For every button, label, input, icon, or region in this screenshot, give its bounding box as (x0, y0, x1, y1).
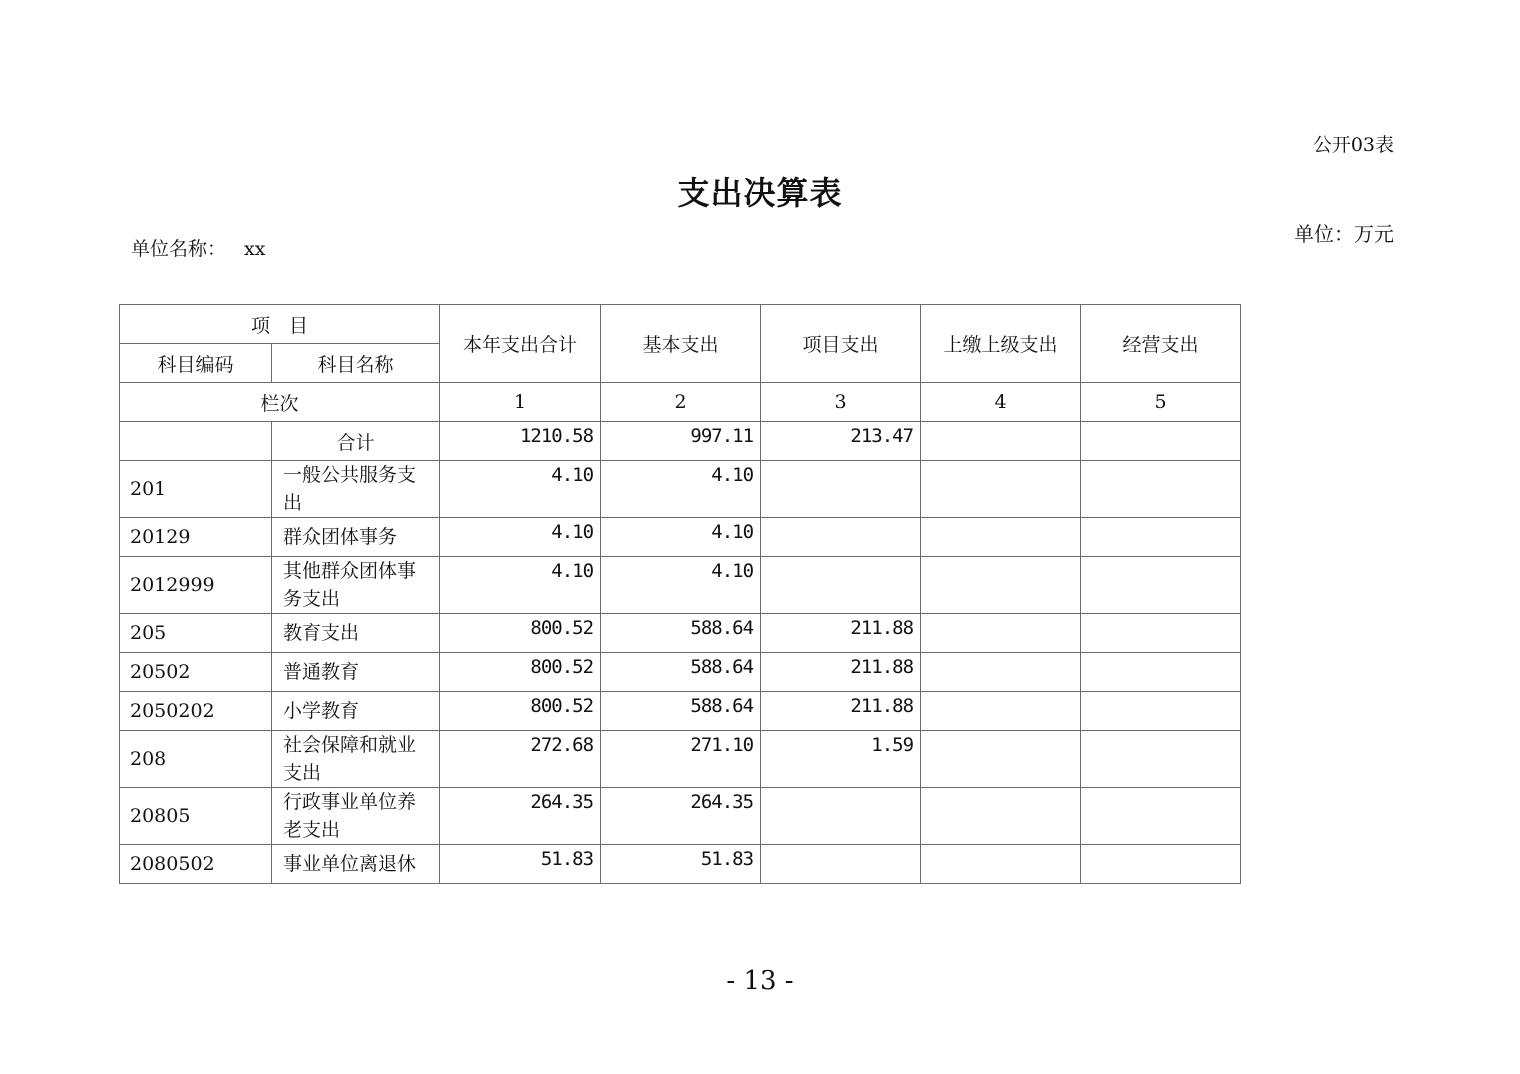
row-project: 1.59 (761, 731, 921, 788)
row-business (1081, 731, 1241, 788)
page-number: - 13 - (726, 966, 794, 996)
total-name: 合计 (272, 422, 440, 461)
total-upper (921, 422, 1081, 461)
index-col-3: 3 (761, 383, 921, 422)
index-col-5: 5 (1081, 383, 1241, 422)
row-basic: 588.64 (601, 614, 761, 653)
total-code (120, 422, 272, 461)
header-basic: 基本支出 (601, 305, 761, 383)
page-title: 支出决算表 (677, 174, 843, 212)
row-project (761, 788, 921, 845)
row-basic: 4.10 (601, 518, 761, 557)
row-name: 一般公共服务支出 (272, 461, 440, 518)
row-code: 2080502 (120, 845, 272, 884)
row-project (761, 845, 921, 884)
row-total: 800.52 (440, 653, 601, 692)
row-business (1081, 557, 1241, 614)
total-total: 1210.58 (440, 422, 601, 461)
table-header (120, 305, 1241, 422)
row-total: 800.52 (440, 614, 601, 653)
row-name: 事业单位离退休 (272, 845, 440, 884)
table-row (120, 557, 1241, 614)
index-col-4: 4 (921, 383, 1081, 422)
row-business (1081, 653, 1241, 692)
row-code: 2050202 (120, 692, 272, 731)
row-total: 264.35 (440, 788, 601, 845)
header-code: 科目编码 (120, 344, 272, 383)
row-total: 272.68 (440, 731, 601, 788)
header-item (120, 305, 440, 344)
row-project: 211.88 (761, 653, 921, 692)
row-upper (921, 692, 1081, 731)
header-project: 项目支出 (761, 305, 921, 383)
row-code: 20129 (120, 518, 272, 557)
row-basic: 51.83 (601, 845, 761, 884)
table-row (120, 614, 1241, 653)
row-project: 211.88 (761, 614, 921, 653)
index-row (120, 383, 1241, 422)
index-col-2: 2 (601, 383, 761, 422)
table-row (120, 692, 1241, 731)
org-name-label: 单位名称： (131, 238, 227, 260)
row-name: 群众团体事务 (272, 518, 440, 557)
index-col-1: 1 (440, 383, 601, 422)
header-name: 科目名称 (272, 344, 440, 383)
row-code: 2012999 (120, 557, 272, 614)
row-code: 20502 (120, 653, 272, 692)
table-row (120, 731, 1241, 788)
row-project: 211.88 (761, 692, 921, 731)
row-upper (921, 788, 1081, 845)
row-basic: 588.64 (601, 692, 761, 731)
row-name: 小学教育 (272, 692, 440, 731)
row-upper (921, 614, 1081, 653)
header-item-label: 项 目 (251, 314, 309, 337)
table-row (120, 845, 1241, 884)
header-business: 经营支出 (1081, 305, 1241, 383)
row-code: 208 (120, 731, 272, 788)
row-project (761, 461, 921, 518)
table-row (120, 518, 1241, 557)
row-basic: 264.35 (601, 788, 761, 845)
row-basic: 4.10 (601, 461, 761, 518)
row-upper (921, 518, 1081, 557)
header-upper: 上缴上级支出 (921, 305, 1081, 383)
row-name: 社会保障和就业支出 (272, 731, 440, 788)
row-business (1081, 788, 1241, 845)
org-name-value: xx (244, 238, 266, 260)
row-business (1081, 461, 1241, 518)
row-name: 普通教育 (272, 653, 440, 692)
row-total: 4.10 (440, 461, 601, 518)
row-basic: 588.64 (601, 653, 761, 692)
row-business (1081, 518, 1241, 557)
row-basic: 4.10 (601, 557, 761, 614)
row-upper (921, 653, 1081, 692)
total-row (120, 422, 1241, 461)
form-number: 公开03表 (1312, 134, 1394, 156)
row-name: 行政事业单位养老支出 (272, 788, 440, 845)
row-business (1081, 845, 1241, 884)
row-code: 201 (120, 461, 272, 518)
row-code: 205 (120, 614, 272, 653)
total-business (1081, 422, 1241, 461)
row-total: 800.52 (440, 692, 601, 731)
table-row (120, 461, 1241, 518)
org-name (131, 234, 265, 261)
table-row (120, 653, 1241, 692)
header-total: 本年支出合计 (440, 305, 601, 383)
row-name: 其他群众团体事务支出 (272, 557, 440, 614)
row-upper (921, 461, 1081, 518)
row-total: 51.83 (440, 845, 601, 884)
row-project (761, 518, 921, 557)
expenditure-table (119, 304, 1241, 884)
row-project (761, 557, 921, 614)
row-total: 4.10 (440, 518, 601, 557)
row-business (1081, 692, 1241, 731)
table-row (120, 788, 1241, 845)
row-upper (921, 731, 1081, 788)
row-code: 20805 (120, 788, 272, 845)
unit-label: 单位：万元 (1294, 222, 1394, 246)
row-upper (921, 845, 1081, 884)
row-name: 教育支出 (272, 614, 440, 653)
row-basic: 271.10 (601, 731, 761, 788)
row-upper (921, 557, 1081, 614)
row-total: 4.10 (440, 557, 601, 614)
total-basic: 997.11 (601, 422, 761, 461)
row-business (1081, 614, 1241, 653)
index-label: 栏次 (120, 383, 440, 422)
table-body (120, 422, 1241, 884)
total-project: 213.47 (761, 422, 921, 461)
